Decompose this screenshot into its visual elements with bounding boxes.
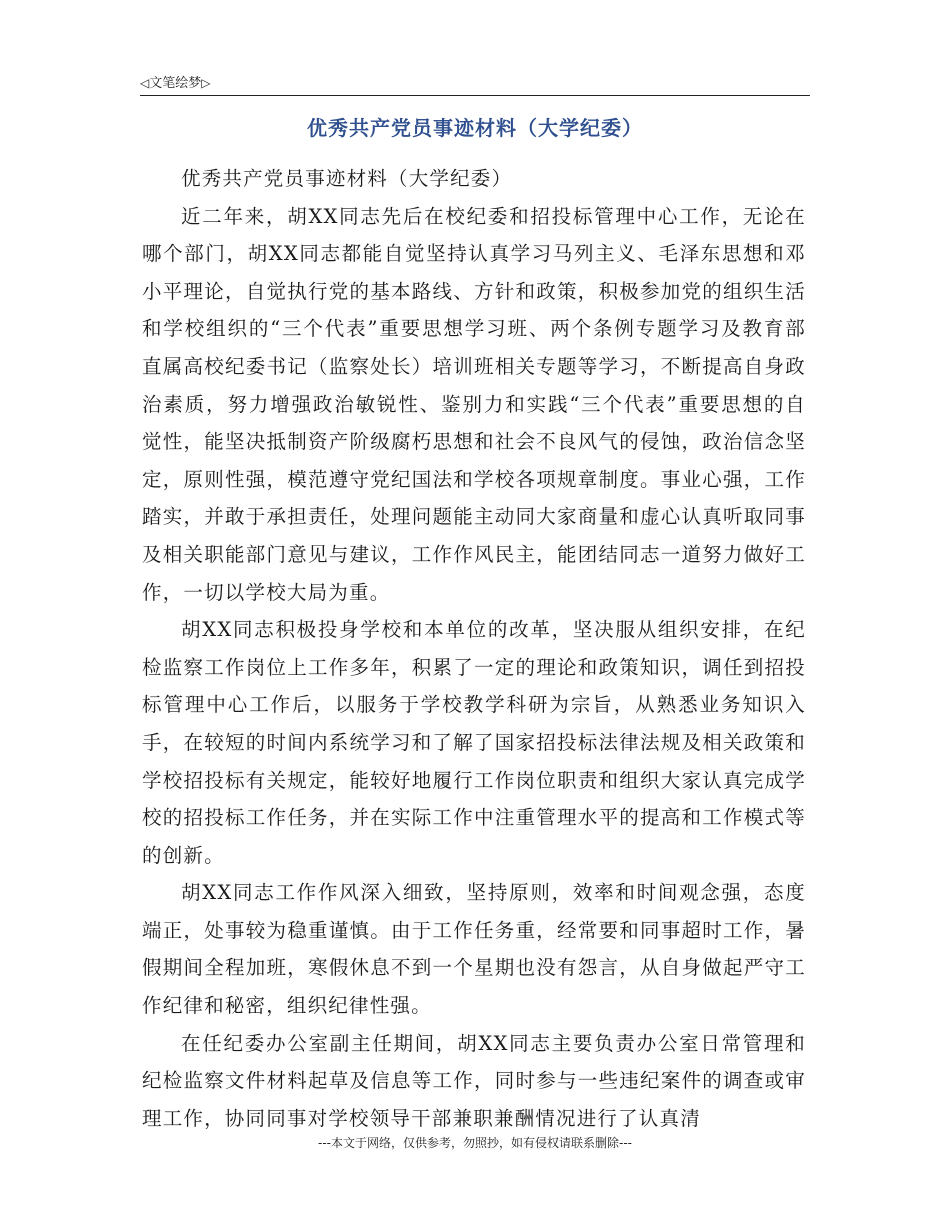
paragraph: 胡XX同志工作作风深入细致，坚持原则，效率和时间观念强，态度端正，处事较为稳重谨慎。由于工作任务重，经常要和同事超时工作，暑假期间全程加班，寒假休息不到一个星期也没有怨言，从自身做起严守工作纪律和秘密，组织纪律性强。 (142, 881, 806, 1018)
document-body (142, 160, 806, 1137)
footer-notice: ---本文于网络，仅供参考，勿照抄，如有侵权请联系删除--- (318, 1136, 632, 1150)
paragraph: 在任纪委办公室副主任期间，胡XX同志主要负责办公室日常管理和纪检监察文件材料起草及信息等工作，同时参与一些违纪案件的调查或审理工作，协同同事对学校领导干部兼职兼酬情况进行了认真清 (142, 1031, 806, 1130)
paragraph: 近二年来，胡XX同志先后在校纪委和招投标管理中心工作，无论在哪个部门，胡XX同志都能自觉坚持认真学习马列主义、毛泽东思想和邓小平理论，自觉执行党的基本路线、方针和政策，积极参加党的组织生活和学校组织的“三个代表”重要思想学习班、两个条例专题学习及教育部直属高校纪委书记（监察处长）培训班相关专题等学习，不断提高自身政治素质，努力增强政治敏锐性、鉴别力和实践“三个代表”重要思想的自觉性，能坚决抵制资产阶级腐朽思想和社会不良风气的侵蚀，政治信念坚定，原则性强，模范遵守党纪国法和学校各项规章制度。事业心强，工作踏实，并敢于承担责任，处理问题能主动同大家商量和虚心认真听取同事及相关职能部门意见与建议，工作作风民主，能团结同志一道努力做好工作，一切以学校大局为重。 (142, 204, 806, 604)
brand-text: 文笔绘梦 (149, 76, 202, 91)
paragraph-subtitle: 优秀共产党员事迹材料（大学纪委） (181, 167, 513, 190)
page-header (140, 73, 810, 96)
brand-logo (140, 75, 210, 92)
triangle-left-icon: ◁ (140, 76, 150, 90)
document-title: 优秀共产党员事迹材料（大学纪委） (307, 116, 643, 140)
triangle-right-icon: ▷ (201, 76, 211, 90)
paragraph: 胡XX同志积极投身学校和本单位的改革，坚决服从组织安排，在纪检监察工作岗位上工作多年，积累了一定的理论和政策知识，调任到招投标管理中心工作后，以服务于学校教学科研为宗旨，从熟悉业务知识入手，在较短的时间内系统学习和了解了国家招投标法律法规及相关政策和学校招投标有关规定，能较好地履行工作岗位职责和组织大家认真完成学校的招投标工作任务，并在实际工作中注重管理水平的提高和工作模式等的创新。 (142, 618, 806, 867)
